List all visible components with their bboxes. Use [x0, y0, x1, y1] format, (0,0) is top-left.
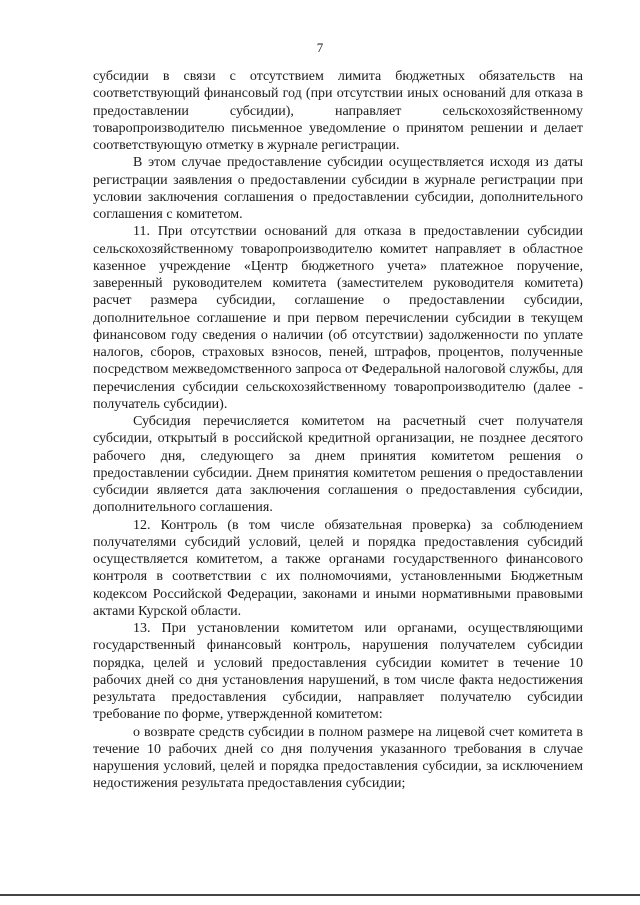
paragraph: 12. Контроль (в том числе обязательная проверка) за соблюдением получателями субсидий условий, целей и порядка предоставления субсидий осуществляется комитетом, а также органами государственного финансового контроля в соответствии с их полномочиями, установленными Бюджетным кодексом Российской Федерации, законами и иными нормативными правовыми актами Курской области. [93, 517, 583, 619]
page-bottom-edge [0, 894, 640, 896]
page-number: 7 [316, 40, 324, 55]
paragraph: В этом случае предоставление субсидии осуществляется исходя из даты регистрации заявления о предоставлении субсидии в журнале регистрации при условии заключения соглашения о предоставлении субсидии, дополнительного соглашения с комитетом. [93, 155, 583, 222]
paragraph: 13. При установлении комитетом или органами, осуществляющими государственный финансовый контроль, нарушения получателем субсидии порядка, целей и условий предоставления субсидии комитет в течение 10 рабочих дней со дня установления нарушений, в том числе факта недостижения результата предоставления субсидии, направляет получателю субсидии требование по форме, утвержденной комитетом: [93, 621, 583, 723]
document-body [93, 68, 583, 793]
paragraph: субсидии в связи с отсутствием лимита бюджетных обязательств на соответствующий финансовый год (при отсутствии иных оснований для отказа в предоставлении субсидии), направляет сельскохозяйственному товаропроизводителю письменное уведомление о принятом решении и делает соответствующую отметку в журнале регистрации. [93, 69, 583, 153]
paragraph: Субсидия перечисляется комитетом на расчетный счет получателя субсидии, открытый в российской кредитной организации, не позднее десятого рабочего дня, следующего за днем принятия комитетом решения о предоставлении субсидии. Днем принятия комитетом решения о предоставлении субсидии является дата заключения соглашения о предоставления субсидии, дополнительного соглашения. [93, 414, 583, 516]
paragraph: 11. При отсутствии оснований для отказа в предоставлении субсидии сельскохозяйственному товаропроизводителю комитет направляет в областное казенное учреждение «Центр бюджетного учета» платежное поручение, заверенный руководителем комитета (заместителем руководителя комитета) расчет размера субсидии, соглашение о предоставлении субсидии, дополнительное соглашение и при первом перечислении субсидии в текущем финансовом году сведения о наличии (об отсутствии) задолженности по уплате налогов, сборов, страховых взносов, пеней, штрафов, процентов, полученные посредством межведомственного запроса от Федеральной налоговой службы, для перечисления субсидии сельскохозяйственному товаропроизводителю (далее - получатель субсидии). [93, 224, 583, 412]
paragraph: о возврате средств субсидии в полном размере на лицевой счет комитета в течение 10 рабочих дней со дня получения указанного требования в случае нарушения условий, целей и порядка предоставления субсидии, за исключением недостижения результата предоставления субсидии; [93, 724, 583, 792]
